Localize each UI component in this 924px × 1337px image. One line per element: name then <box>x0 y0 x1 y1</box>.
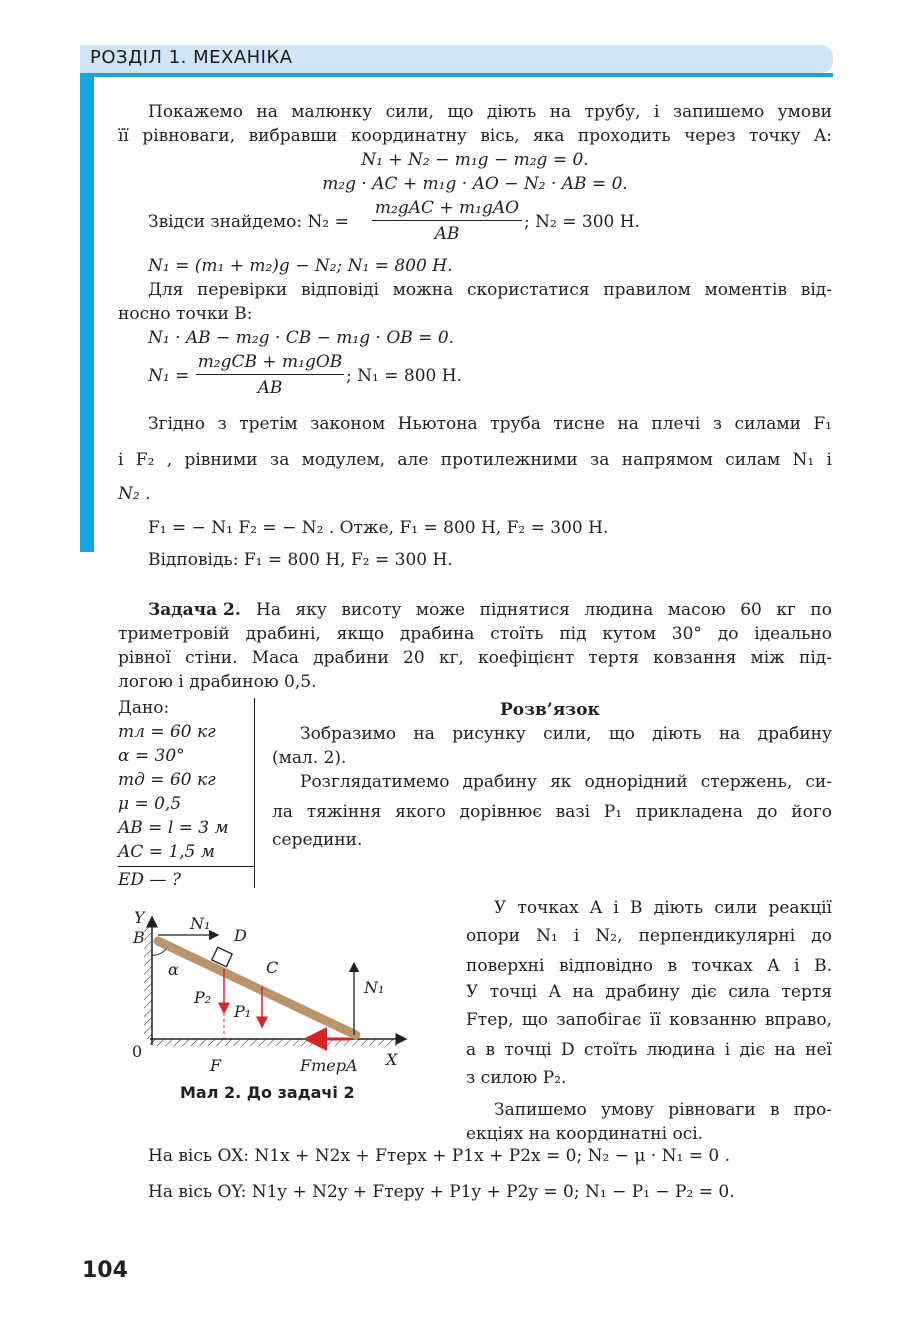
ladder-figure <box>128 905 418 1080</box>
text-line: У точці A на драбину діє сила тертя <box>466 982 832 1002</box>
given-divider-vertical <box>254 698 255 888</box>
text-line: N₂ . <box>118 484 151 504</box>
given-row: AC = 1,5 м <box>118 842 215 862</box>
fraction-numerator: m₂gAC + m₁gAO <box>372 196 522 221</box>
text-line: N₁ = <box>148 366 190 386</box>
alpha-arc <box>152 949 166 955</box>
fraction-denominator: AB <box>434 224 460 244</box>
label-a: A <box>346 1056 358 1075</box>
text-line: Звідси знайдемо: N₂ = <box>148 212 349 232</box>
given-row: AB = l = 3 м <box>118 818 229 838</box>
fraction-denominator: AB <box>257 378 283 398</box>
label-fter: Fтер <box>300 1056 346 1075</box>
text-line: Для перевірки відповіді можна скористатися правилом моментів від- <box>148 280 832 300</box>
text-line: опори N₁ і N₂, перпендикулярні до <box>466 926 832 946</box>
text-line: екціях на координатні осі. <box>466 1124 704 1144</box>
given-row: α = 30° <box>118 746 185 766</box>
given-find: ED — ? <box>118 870 181 890</box>
given-title: Дано: <box>118 698 170 718</box>
text-line: поверхні відповідно в точках A і B. <box>466 956 832 976</box>
equation-ox: На вісь OX: N1x + N2x + Fтерx + P1x + P2x = 0; N₂ − μ · N₁ = 0 . <box>148 1146 730 1166</box>
text-line: і F₂ , рівними за модулем, але протилежними за напрямом силам N₁ і <box>118 450 832 470</box>
text-line: а в точці D стоїть людина і діє на неї <box>466 1040 832 1060</box>
label-o: 0 <box>132 1042 143 1061</box>
label-alpha: α <box>168 960 179 979</box>
text-line: ; N₁ = 800 Н. <box>346 366 462 386</box>
wall-hatch <box>144 927 152 1039</box>
given-row: mл = 60 кг <box>118 722 216 742</box>
label-x: X <box>386 1050 398 1069</box>
equation: N₁ = (m₁ + m₂)g − N₂; N₁ = 800 Н. <box>148 256 453 276</box>
text-line: Зобразимо на рисунку сили, що діють на драбину <box>300 724 832 744</box>
equation-oy: На вісь OY: N1y + N2y + Fтерy + P1y + P2y = 0; N₁ − P₁ − P₂ = 0. <box>148 1182 735 1202</box>
figure-caption: Мал 2. До задачі 2 <box>180 1083 355 1102</box>
text-line: Fтер, що запобігає її ковзанню вправо, <box>466 1010 832 1030</box>
label-f: F <box>210 1056 222 1075</box>
text-line: Згідно з третім законом Ньютона труба тисне на плечі з силами F₁ <box>148 414 832 434</box>
label-c: C <box>266 958 279 977</box>
fraction-numerator: m₂gCB + m₁gOB <box>196 350 344 375</box>
text-line: Запишемо умову рівноваги в про- <box>494 1100 832 1120</box>
text-line: носно точки B: <box>118 304 253 324</box>
floor-hatch <box>150 1039 398 1046</box>
label-d: D <box>234 926 247 945</box>
label-p1: P₁ <box>234 1002 252 1021</box>
task-label: Задача 2. <box>148 600 241 620</box>
text-line: рівної стіни. Маса драбини 20 кг, коефіцієнт тертя ковзання між під- <box>118 648 832 668</box>
label-b: B <box>133 928 145 947</box>
page-number: 104 <box>82 1258 128 1283</box>
answer-line: Відповідь: F₁ = 800 Н, F₂ = 300 Н. <box>148 550 453 570</box>
text-line: F₁ = − N₁ F₂ = − N₂ . Отже, F₁ = 800 Н, F₂ = 300 Н. <box>148 518 609 538</box>
text-line: триметровій драбині, якщо драбина стоїть під кутом 30° до ідеально <box>118 624 832 644</box>
equation: N₁ · AB − m₂g · CB − m₁g · OB = 0. <box>148 328 455 348</box>
text-line: ла тяжіння якого дорівнює вазі P₁ прикладена до його <box>272 802 832 822</box>
text-line: (мал. 2). <box>272 748 347 768</box>
label-y: Y <box>134 908 145 927</box>
solution-title: Розв’язок <box>500 700 600 720</box>
text-line: з силою P₂. <box>466 1068 567 1088</box>
text-line: У точках A і B діють сили реакції <box>494 898 832 918</box>
equation: m₂g · AC + m₁g · AO − N₂ · AB = 0. <box>322 174 628 194</box>
label-n1-right: N₁ <box>364 978 385 997</box>
text-line: середини. <box>272 830 363 850</box>
header-underline <box>80 73 833 77</box>
text-line: її рівноваги, вибравши координатну вісь, яка проходить через точку A: <box>118 126 832 146</box>
ladder <box>158 941 356 1035</box>
label-p2: P₂ <box>194 988 212 1007</box>
given-block <box>118 696 254 892</box>
text-line: На яку висоту може піднятися людина масою 60 кг по <box>256 600 832 620</box>
label-n1-top: N₁ <box>190 914 211 933</box>
text-line: ; N₂ = 300 Н. <box>524 212 640 232</box>
given-divider-horizontal <box>118 866 254 867</box>
text-line: Покажемо на малюнку сили, що діють на трубу, і запишемо умови <box>148 102 832 122</box>
given-row: mд = 60 кг <box>118 770 216 790</box>
given-row: μ = 0,5 <box>118 794 182 814</box>
section-title: РОЗДІЛ 1. МЕХАНІКА <box>90 47 293 68</box>
text-line: логою і драбиною 0,5. <box>118 672 317 692</box>
text-line: Розглядатимемо драбину як однорідний стержень, си- <box>300 772 832 792</box>
equation: N₁ + N₂ − m₁g − m₂g = 0. <box>361 150 589 170</box>
margin-bar <box>80 77 94 552</box>
